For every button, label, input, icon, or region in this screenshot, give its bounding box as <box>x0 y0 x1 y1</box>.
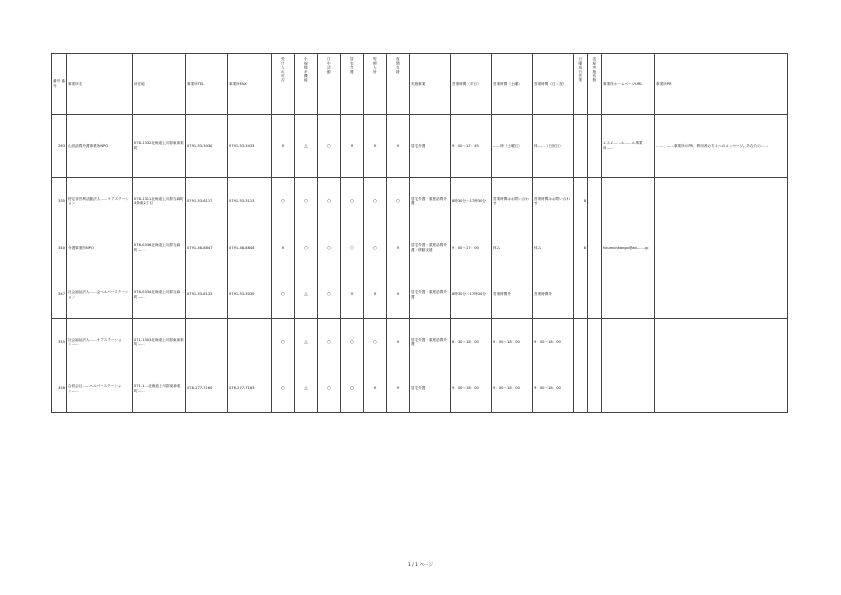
cell-address: 071-1303北海道上川郡東神楽町…… <box>133 319 186 366</box>
header-c2: 小規模多機能 <box>295 54 318 115</box>
cell-c7: 8 <box>574 225 588 272</box>
cell-hours-sat: 9：00～18：00 <box>492 366 533 413</box>
cell-tel: 0791-53-3430 <box>186 115 228 178</box>
cell-address: 078-0336北海道上川郡当麻町…… <box>133 225 186 272</box>
cell-tel: 0791-53-6117 <box>186 178 228 225</box>
header-hours-weekday: 営業時間（平日） <box>451 54 492 115</box>
cell-address: 071-1…北海道上川郡東神楽町…… <box>133 366 186 413</box>
cell-type: 居宅介護 <box>410 366 451 413</box>
cell-c8 <box>588 366 602 413</box>
cell-no: 335 <box>52 178 67 225</box>
cell-mark: ○ <box>318 115 341 178</box>
cell-hours-sat: 営業時間はお問い合わせ <box>492 178 533 225</box>
table-row <box>52 178 788 225</box>
cell-type: 居宅介護・重度訪問介護 <box>410 319 451 366</box>
cell-mark: ○ <box>318 178 341 225</box>
cell-pr <box>655 272 788 319</box>
cell-hours-weekday: 8時30分～17時30分 <box>451 178 492 225</box>
cell-c8 <box>588 115 602 178</box>
header-homepage: 事業所ホームページURL <box>602 54 655 115</box>
cell-mark: ○ <box>272 178 295 225</box>
cell-hours-weekday: 9：00～17：00 <box>451 225 492 272</box>
header-c4: 居宅介護 <box>341 54 364 115</box>
cell-pr: ……、……事業所のPR、利用者の方々へのメッセージ。あなたの…… <box>655 115 788 178</box>
cell-hours-sun: 営業時間はお問い合わせ <box>533 178 574 225</box>
table-row <box>52 225 788 272</box>
cell-mark: ○ <box>295 225 318 272</box>
cell-no: 358 <box>52 366 67 413</box>
cell-c7 <box>574 115 588 178</box>
cell-mark: ○ <box>272 272 295 319</box>
cell-tel <box>186 319 228 366</box>
header-hours-sun: 営業時間（日・祝） <box>533 54 574 115</box>
cell-mark: ○ <box>341 366 364 413</box>
cell-mark: △ <box>295 319 318 366</box>
cell-c7 <box>574 366 588 413</box>
cell-fax <box>228 319 272 366</box>
cell-homepage <box>602 178 655 225</box>
cell-mark: × <box>387 115 410 178</box>
cell-mark: △ <box>295 366 318 413</box>
cell-mark: ○ <box>318 272 341 319</box>
cell-no: 263 <box>52 115 67 178</box>
cell-no: 355 <box>52 319 67 366</box>
cell-mark: ○ <box>295 178 318 225</box>
cell-c8 <box>588 225 602 272</box>
cell-mark: × <box>272 115 295 178</box>
cell-no: 347 <box>52 272 67 319</box>
header-address: 所在地 <box>133 54 186 115</box>
header-type: 実施事業 <box>410 54 451 115</box>
header-c6: 夜間支援 <box>387 54 410 115</box>
cell-hours-sat: ……時（土曜日） <box>492 115 533 178</box>
cell-mark: ○ <box>341 319 364 366</box>
cell-no: 340 <box>52 225 67 272</box>
cell-fax: 0791-53-3030 <box>228 272 272 319</box>
cell-mark: × <box>387 272 410 319</box>
cell-hours-sun: 9：00～18：00 <box>533 366 574 413</box>
cell-mark: ○ <box>341 178 364 225</box>
table-body <box>52 115 788 413</box>
cell-c7: 8 <box>574 178 588 225</box>
cell-type: 居宅介護・重度訪問介護 <box>410 272 451 319</box>
header-name: 事業所名 <box>67 54 133 115</box>
cell-mark: × <box>364 366 387 413</box>
cell-fax: 0791-48-8844 <box>228 225 272 272</box>
cell-c7 <box>574 319 588 366</box>
cell-mark: ○ <box>387 178 410 225</box>
cell-c8 <box>588 319 602 366</box>
service-provider-table <box>51 53 788 413</box>
cell-mark: ○ <box>364 319 387 366</box>
header-tel: 事業所TEL <box>186 54 228 115</box>
cell-type: 居宅介護 <box>410 115 451 178</box>
cell-mark: ○ <box>272 319 295 366</box>
cell-mark: ○ <box>318 366 341 413</box>
cell-mark: × <box>387 225 410 272</box>
cell-hours-weekday: 8：30～18：00 <box>451 319 492 366</box>
cell-hours-sat: 休み <box>492 225 533 272</box>
cell-c7 <box>574 272 588 319</box>
cell-hours-weekday: 9：00～18：00 <box>451 366 492 413</box>
header-no: 番号 番号 <box>52 54 67 115</box>
cell-mark: △ <box>295 272 318 319</box>
cell-pr <box>655 366 788 413</box>
cell-homepage <box>602 319 655 366</box>
cell-address: 078-0334北海道上川郡当麻町…… <box>133 272 186 319</box>
cell-mark: × <box>364 115 387 178</box>
cell-hours-sat: 営業時間外 <box>492 272 533 319</box>
header-c3: 日中活動 <box>318 54 341 115</box>
header-pr: 事業所PR <box>655 54 788 115</box>
cell-hours-sun: 9：00～18：00 <box>533 319 574 366</box>
cell-mark: × <box>341 115 364 178</box>
table-row <box>52 272 788 319</box>
cell-mark: ○ <box>272 366 295 413</box>
cell-hours-weekday: 8時30分～17時30分 <box>451 272 492 319</box>
cell-homepage <box>602 272 655 319</box>
cell-mark: ○ <box>341 225 364 272</box>
cell-tel: 0791-53-8133 <box>186 272 228 319</box>
cell-fax: 0791-53-3433 <box>228 115 272 178</box>
cell-type: 居宅介護・重度訪問介護・移動支援 <box>410 225 451 272</box>
cell-name: 社会福祉法人……ケアステーション…… <box>67 319 133 366</box>
cell-homepage: houmonkango@ab.……jp <box>602 225 655 272</box>
page-footer: 1 / 1 ページ <box>408 563 433 568</box>
cell-mark: ○ <box>318 225 341 272</box>
cell-tel: 0791-48-8847 <box>186 225 228 272</box>
cell-hours-weekday: 9：00～17：45 <box>451 115 492 178</box>
header-c8: 送迎実施有無 <box>588 54 602 115</box>
cell-tel: 078-277-7160 <box>186 366 228 413</box>
cell-pr <box>655 319 788 366</box>
cell-homepage <box>602 366 655 413</box>
cell-mark: × <box>387 319 410 366</box>
header-hours-sat: 営業時間（土曜） <box>492 54 533 115</box>
cell-mark: ○ <box>364 178 387 225</box>
cell-mark: × <box>364 272 387 319</box>
cell-hours-sun: 休……（日祝日） <box>533 115 574 178</box>
header-c5: 短期入所 <box>364 54 387 115</box>
cell-type: 居宅介護・重度訪問介護 <box>410 178 451 225</box>
cell-hours-sun: 営業時間外 <box>533 272 574 319</box>
cell-name: 特定非営利活動法人……ケアステーション <box>67 178 133 225</box>
header-c7: 日曜祝日営業 <box>574 54 588 115</box>
header-c1: 受け入れ可否 <box>272 54 295 115</box>
cell-address: 078-1332北海道上川郡東神楽町 <box>133 115 186 178</box>
cell-mark: ○ <box>364 225 387 272</box>
table-row <box>52 366 788 413</box>
cell-c8 <box>588 178 602 225</box>
cell-pr <box>655 225 788 272</box>
table-row <box>52 115 788 178</box>
cell-hours-sat: 9：00～18：00 <box>492 319 533 366</box>
cell-c8 <box>588 272 602 319</box>
cell-address: 078-1311北海道上川郡当麻町3条東2丁目 <box>133 178 186 225</box>
table-row <box>52 319 788 366</box>
cell-name: 社会福祉法人……会ヘルパーステーション <box>67 272 133 319</box>
cell-homepage: エスエ……ル……ル事業所…… <box>602 115 655 178</box>
cell-mark: ○ <box>318 319 341 366</box>
cell-name: 介護事業所NPO <box>67 225 133 272</box>
cell-fax: 0791-53-3113 <box>228 178 272 225</box>
cell-name: 合同会社……ヘルパーステーション…… <box>67 366 133 413</box>
cell-pr <box>655 178 788 225</box>
cell-name: 山田訪問介護事業所NPO <box>67 115 133 178</box>
cell-mark: × <box>272 225 295 272</box>
cell-mark: × <box>387 366 410 413</box>
cell-mark: △ <box>295 115 318 178</box>
header-fax: 事業所FAX <box>228 54 272 115</box>
cell-fax: 078-277-7163 <box>228 366 272 413</box>
cell-hours-sun: 休み <box>533 225 574 272</box>
header-row <box>52 54 788 115</box>
cell-mark: × <box>341 272 364 319</box>
